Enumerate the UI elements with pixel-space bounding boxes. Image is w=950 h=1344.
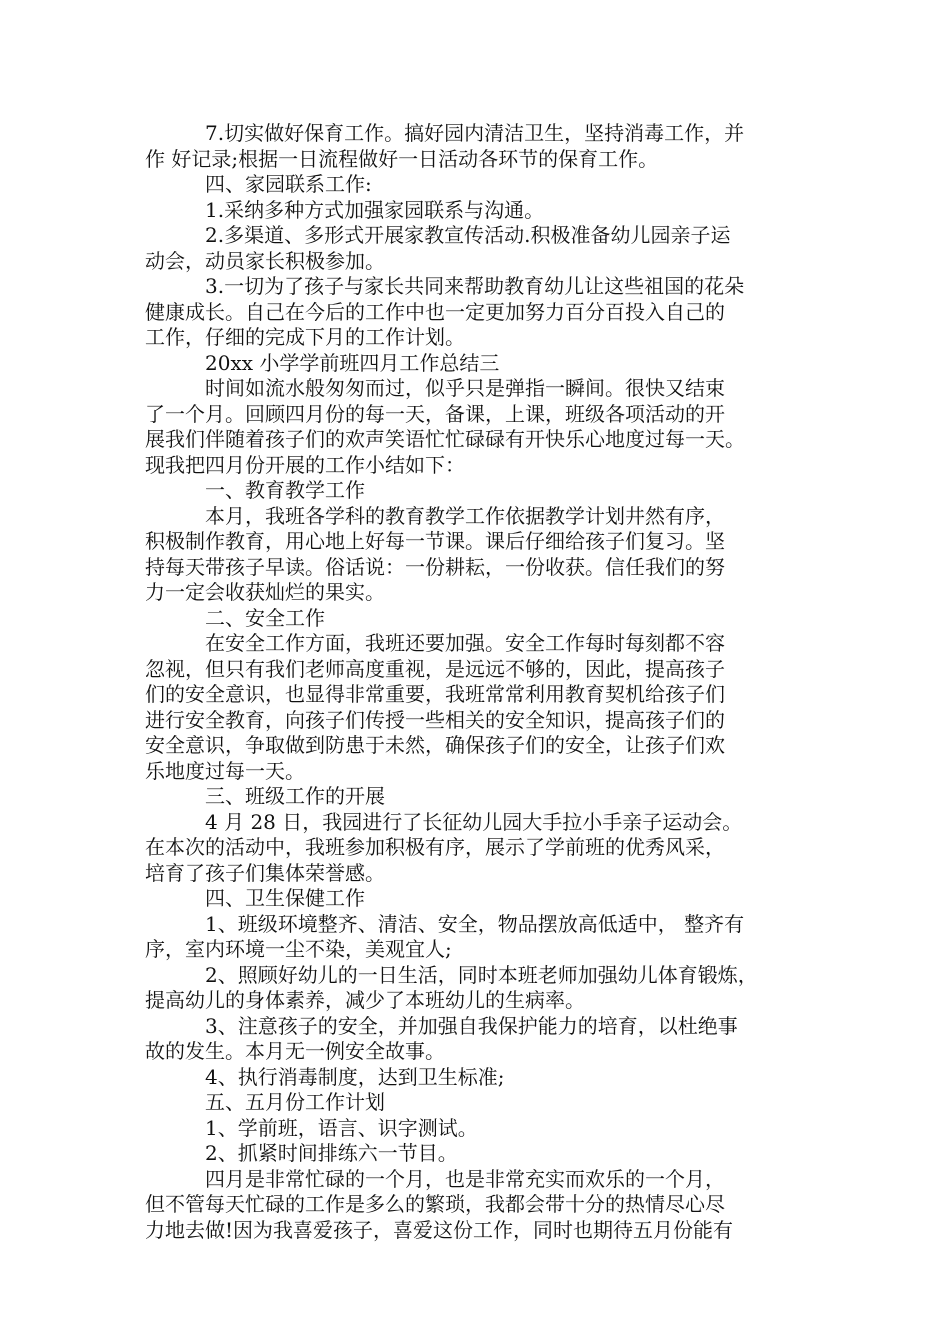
- text-line: 1.采纳多种方式加强家园联系与沟通。: [205, 197, 545, 222]
- text-line: 3.一切为了孩子与家长共同来帮助教育幼儿让这些祖国的花朵: [205, 274, 745, 298]
- text-line: 现我把四月份开展的工作小结如下：: [145, 452, 465, 477]
- text-line: 作 好记录;根据一日流程做好一日活动各环节的保育工作。: [145, 146, 659, 171]
- text-line: 在安全工作方面，我班还要加强。安全工作每时每刻都不容: [205, 631, 725, 655]
- text-line: 四月是非常忙碌的一个月，也是非常充实而欢乐的一个月，: [205, 1166, 725, 1191]
- text-line: 20xx 小学学前班四月工作总结三: [205, 350, 500, 375]
- text-line: 培育了孩子们集体荣誉感。: [145, 860, 385, 885]
- text-line: 提高幼儿的身体素养，减少了本班幼儿的生病率。: [145, 988, 585, 1012]
- text-line: 1、学前班，语言、识字测试。: [205, 1115, 478, 1140]
- text-line: 展我们伴随着孩子们的欢声笑语忙忙碌碌有开快乐心地度过每一天。: [145, 427, 745, 451]
- text-line: 2、照顾好幼儿的一日生活，同时本班老师加强幼儿体育锻炼，: [205, 962, 758, 987]
- text-line: 力一定会收获灿烂的果实。: [145, 580, 385, 604]
- text-line: 五、五月份工作计划: [205, 1090, 385, 1114]
- text-line: 一、教育教学工作: [205, 478, 365, 502]
- text-line: 安全意识，争取做到防患于未然，确保孩子们的安全，让孩子们欢: [145, 733, 725, 757]
- text-line: 健康成长。自己在今后的工作中也一定更加努力百分百投入自己的: [145, 299, 725, 324]
- text-line: 忽视，但只有我们老师高度重视，是远远不够的，因此，提高孩子: [145, 656, 725, 681]
- text-line: 1、班级环境整齐、清洁、安全，物品摆放高低适中， 整齐有: [205, 911, 745, 936]
- text-line: 乐地度过每一天。: [145, 758, 305, 783]
- text-line: 序，室内环境一尘不染，美观宜人;: [145, 937, 452, 961]
- text-line: 积极制作教育，用心地上好每一节课。课后仔细给孩子们复习。坚: [145, 529, 725, 553]
- text-line: 四、家园联系工作:: [205, 172, 372, 196]
- text-line: 在本次的活动中，我班参加积极有序，展示了学前班的优秀风采，: [145, 835, 725, 859]
- text-line: 但不管每天忙碌的工作是多么的繁琐，我都会带十分的热情尽心尽: [145, 1192, 725, 1216]
- text-line: 了一个月。回顾四月份的每一天，备课，上课，班级各项活动的开: [145, 401, 725, 426]
- text-line: 3、注意孩子的安全，并加强自我保护能力的培育，以杜绝事: [205, 1013, 738, 1038]
- text-line: 二、安全工作: [205, 605, 325, 630]
- text-line: 7.切实做好保育工作。搞好园内清洁卫生，坚持消毒工作，并: [205, 121, 745, 145]
- document-page: [145, 121, 825, 1243]
- text-line: 时间如流水般匆匆而过，似乎只是弹指一瞬间。很快又结束: [205, 376, 725, 400]
- text-line: 4 月 28 日，我园进行了长征幼儿园大手拉小手亲子运动会。: [205, 809, 743, 834]
- text-line: 本月，我班各学科的教育教学工作依据教学计划井然有序，: [205, 503, 725, 528]
- text-line: 进行安全教育，向孩子们传授一些相关的安全知识，提高孩子们的: [145, 707, 725, 732]
- text-line: 三、班级工作的开展: [205, 784, 385, 808]
- text-line: 力地去做!因为我喜爱孩子，喜爱这份工作，同时也期待五月份能有: [145, 1217, 734, 1242]
- text-line: 4、执行消毒制度，达到卫生标准;: [205, 1064, 505, 1089]
- text-line: 动会，动员家长积极参加。: [145, 248, 385, 273]
- text-line: 持每天带孩子早读。俗话说：一份耕耘，一份收获。信任我们的努: [145, 554, 725, 579]
- text-line: 们的安全意识，也显得非常重要，我班常常利用教育契机给孩子们: [145, 682, 725, 706]
- text-line: 故的发生。本月无一例安全故事。: [145, 1039, 445, 1063]
- text-line: 工作，仔细的完成下月的工作计划。: [145, 325, 465, 349]
- text-line: 四、卫生保健工作: [205, 886, 365, 910]
- text-line: 2.多渠道、多形式开展家教宣传活动.积极准备幼儿园亲子运: [205, 223, 731, 247]
- text-line: 2、抓紧时间排练六一节目。: [205, 1141, 458, 1165]
